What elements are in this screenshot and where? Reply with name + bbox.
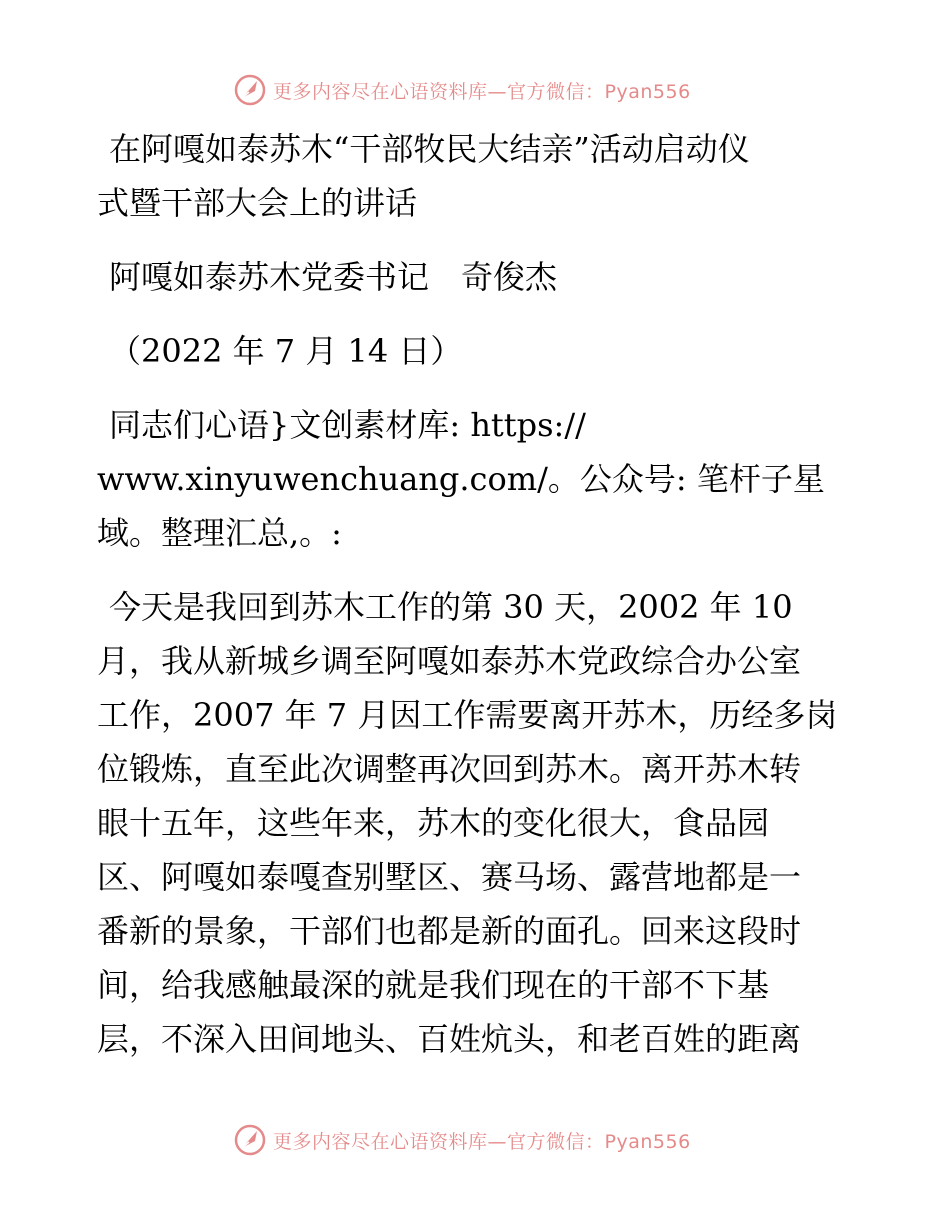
date-line: （2022 年 7 月 14 日）	[109, 332, 463, 370]
body-line-2: 月，我从新城乡调至阿嘎如泰苏木党政综合办公室	[97, 642, 802, 680]
body-line-3: 工作，2007 年 7 月因工作需要离开苏木，历经多岗	[97, 696, 838, 734]
footer-watermark-banner	[233, 1120, 753, 1160]
title-line-1: 在阿嘎如泰苏木“干部牧民大结亲”活动启动仪	[109, 130, 750, 168]
body-line-6: 区、阿嘎如泰嘎查别墅区、赛马场、露营地都是一	[97, 858, 802, 896]
header-watermark-banner	[233, 70, 753, 110]
salutation-line-1: 同志们心语}文创素材库: https://	[109, 406, 586, 444]
document-body	[97, 122, 857, 1066]
body-line-7: 番新的景象，干部们也都是新的面孔。回来这段时	[97, 912, 802, 950]
watermark-text: 更多内容尽在心语资料库—官方微信：Pyan556	[273, 80, 691, 103]
feather-pen-logo-icon	[233, 1123, 267, 1157]
body-line-4: 位锻炼，直至此次调整再次回到苏木。离开苏木转	[97, 750, 802, 788]
salutation-line-3: 域。整理汇总,。:	[97, 514, 342, 552]
body-line-5: 眼十五年，这些年来，苏木的变化很大，食品园	[97, 804, 770, 842]
author-line: 阿嘎如泰苏木党委书记 奇俊杰	[109, 258, 558, 296]
salutation-line-2: www.xinyuwenchuang.com/。公众号: 笔杆子星	[97, 460, 825, 498]
body-line-9: 层，不深入田间地头、百姓炕头，和老百姓的距离	[97, 1020, 802, 1058]
body-line-1: 今天是我回到苏木工作的第 30 天，2002 年 10	[109, 588, 793, 626]
body-line-8: 间，给我感触最深的就是我们现在的干部不下基	[97, 966, 770, 1004]
feather-pen-logo-icon	[233, 73, 267, 107]
watermark-text: 更多内容尽在心语资料库—官方微信：Pyan556	[273, 1130, 691, 1153]
title-line-2: 式暨干部大会上的讲话	[97, 184, 418, 222]
